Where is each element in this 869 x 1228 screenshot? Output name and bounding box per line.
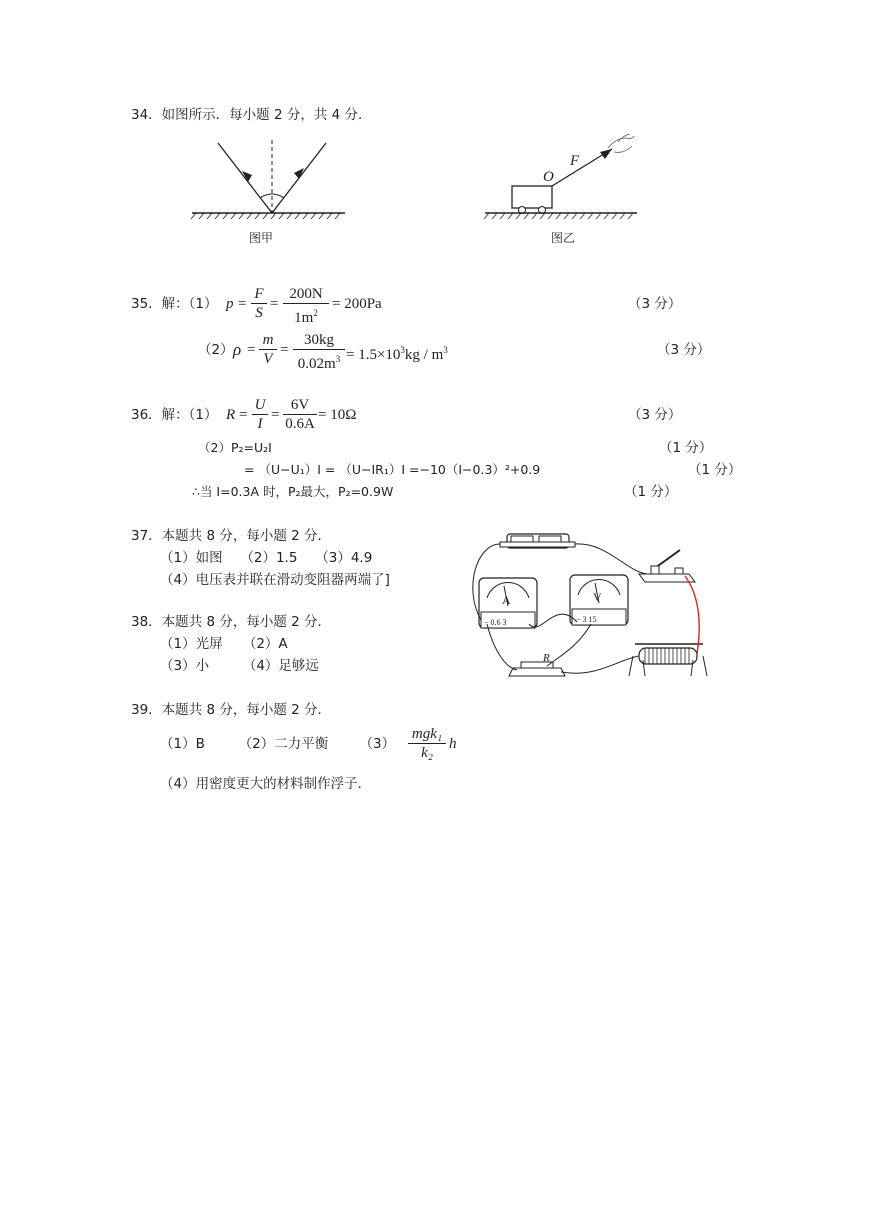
q38-line1: （1）光屏 （2）A (160, 636, 288, 652)
q35-result: = 200Pa (332, 296, 382, 312)
q36-score-4: （1 分） (624, 484, 678, 500)
voltmeter-label: V (593, 590, 602, 604)
q35-lead: 35．解：（1） (131, 296, 218, 312)
q39-header: 39．本题共 8 分，每小题 2 分． (131, 702, 332, 718)
q36-line2: （2）P₂=U₂I (198, 440, 272, 455)
fraction-30kg: $\frac{30kg}{0.02m^3}$ (293, 331, 345, 373)
q37-header: 37．本题共 8 分，每小题 2 分． (131, 528, 332, 544)
h-symbol: h (449, 736, 457, 752)
q36-score-2: （1 分） (659, 440, 713, 456)
fraction-f-over-s: $\frac{F}{S}$ (251, 285, 267, 322)
q36-score-3: （1 分） (688, 462, 742, 478)
fig1-caption: 图甲 (249, 231, 274, 245)
q37-line1: （1）如图 （2）1.5 （3）4.9 (160, 550, 373, 566)
q35-density-result: = $1.5\times 10^3kg / m^3$ (346, 345, 448, 363)
q39-line2: （4）用密度更大的材料制作浮子． (160, 776, 372, 792)
rho-symbol: ρ (233, 340, 242, 359)
q38-line2: （3）小 （4）足够远 (160, 658, 319, 674)
voltmeter-terminals: − 3 15 (576, 615, 597, 624)
q35-p-symbol: p (226, 296, 234, 312)
fig2-caption: 图乙 (551, 231, 576, 245)
ammeter-terminals: − 0.6 3 (484, 618, 507, 627)
eq-sign: = (247, 342, 256, 358)
q37-line2: （4）电压表并联在滑动变阻器两端了] (160, 572, 390, 588)
eq-sign: = (280, 342, 289, 358)
resistor-label: R (543, 652, 550, 664)
ammeter-label: A (502, 593, 511, 607)
fraction-m-over-v: $\frac{m}{V}$ (259, 331, 277, 368)
eq-sign: = (238, 296, 247, 312)
q35-part2-lead: （2） (198, 342, 234, 358)
q35-score-1: （3 分） (628, 296, 682, 312)
eq-sign: = (270, 296, 279, 312)
q36-result: = 10Ω (318, 407, 357, 423)
fraction-200n: $\frac{200N}{1m^2}$ (283, 285, 329, 327)
q38-header: 38．本题共 8 分，每小题 2 分． (131, 614, 332, 630)
eq-sign: = (239, 407, 248, 423)
fraction-mgk: mgk₁ k₂ (408, 725, 446, 762)
fraction-6v: $\frac{6V}{0.6A}$ (283, 396, 317, 433)
q36-lead: 36．解：（1） (131, 407, 218, 423)
label-o: O (543, 169, 554, 185)
eq-sign: = (271, 407, 280, 423)
q36-line3: = （U−U₁）I = （U−IR₁）I =−10（I−0.3）²+0.9 (244, 462, 541, 477)
fraction-u-over-i: $\frac{U}{I}$ (252, 396, 268, 433)
q39-line1: （1）B （2）二力平衡 （3） (160, 736, 396, 752)
q36-score-1: （3 分） (628, 407, 682, 423)
label-f: F (570, 153, 580, 169)
q36-line4: ∴当 I=0.3A 时，P₂最大，P₂=0.9W (192, 484, 394, 499)
q35-score-2: （3 分） (657, 342, 711, 358)
q34-header: 34．如图所示．每小题 2 分，共 4 分． (131, 107, 372, 123)
r-symbol: R (226, 407, 236, 423)
